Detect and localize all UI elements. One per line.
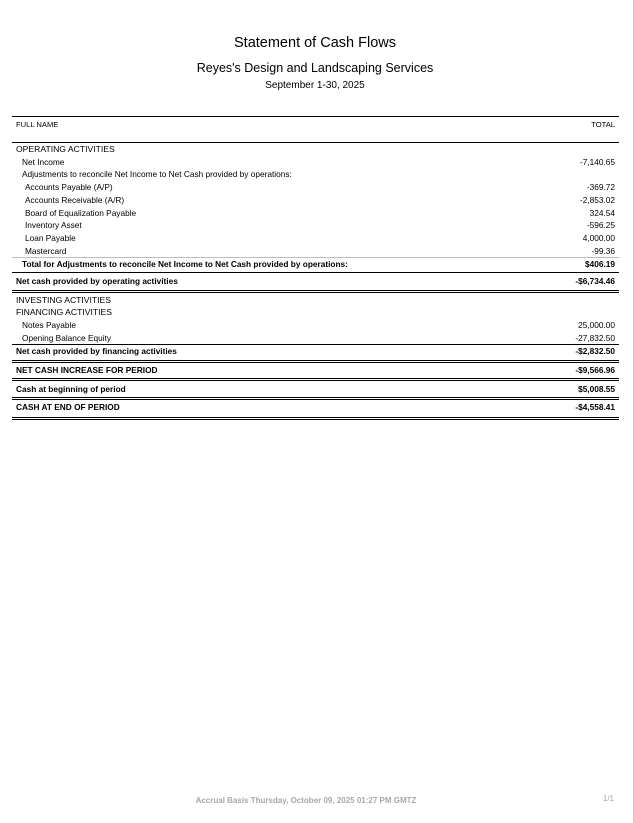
- beginning-cash-label: Cash at beginning of period: [16, 384, 126, 394]
- double-rule: [12, 290, 619, 293]
- financing-label: Opening Balance Equity: [22, 333, 112, 343]
- financing-heading: FINANCING ACTIVITIES: [16, 307, 112, 317]
- net-increase-label: NET CASH INCREASE FOR PERIOD: [16, 365, 158, 375]
- company-name: Reyes's Design and Landscaping Services: [196, 61, 434, 75]
- total-adjustments-label: Total for Adjustments to reconcile Net Income to Net Cash provided by operations:: [22, 259, 348, 269]
- adjustment-value[interactable]: -99.36: [591, 246, 615, 256]
- page-number: 1/1: [602, 794, 614, 803]
- operating-heading-row: [0, 143, 634, 155]
- double-rule: [12, 417, 619, 420]
- adjustment-value[interactable]: -596.25: [586, 220, 615, 230]
- adjustment-label: Inventory Asset: [25, 220, 82, 230]
- column-header-row: [0, 119, 634, 131]
- net-cash-operating-value[interactable]: -$6,734.46: [575, 276, 615, 286]
- report-footer: Accrual Basis Thursday, October 09, 2025 01:27 PM GMTZ: [195, 796, 417, 805]
- double-rule: [12, 360, 619, 363]
- financing-heading-row: [0, 306, 634, 318]
- net-income-value[interactable]: -7,140.65: [579, 157, 615, 167]
- adjustment-value[interactable]: -369.72: [586, 182, 615, 192]
- adjustment-label: Accounts Receivable (A/R): [25, 195, 125, 205]
- adjustment-label: Board of Equalization Payable: [25, 208, 137, 218]
- net-increase-row: [0, 364, 634, 376]
- net-income-row: [0, 156, 634, 168]
- adjustment-row: [0, 181, 634, 193]
- net-cash-financing-row: [0, 345, 634, 357]
- adjustment-value[interactable]: -2,853.02: [579, 195, 615, 205]
- operating-heading: OPERATING ACTIVITIES: [16, 144, 115, 154]
- adjustment-row: [0, 194, 634, 206]
- column-header-name[interactable]: FULL NAME: [16, 120, 59, 129]
- adjustment-label: Mastercard: [25, 246, 67, 256]
- end-cash-value[interactable]: -$4,558.41: [575, 402, 615, 412]
- beginning-cash-row: [0, 383, 634, 395]
- adjustment-label: Accounts Payable (A/P): [25, 182, 113, 192]
- net-cash-operating-label: Net cash provided by operating activities: [16, 276, 178, 286]
- net-income-label: Net Income: [22, 157, 65, 167]
- net-cash-financing-label: Net cash provided by financing activities: [16, 346, 177, 356]
- financing-value[interactable]: -27,832.50: [575, 333, 615, 343]
- net-increase-value[interactable]: -$9,566.96: [575, 365, 615, 375]
- net-cash-financing-value[interactable]: -$2,832.50: [575, 346, 615, 356]
- financing-label: Notes Payable: [22, 320, 76, 330]
- adjustment-value[interactable]: 324.54: [589, 208, 615, 218]
- adjustment-row: [0, 207, 634, 219]
- end-cash-label: CASH AT END OF PERIOD: [16, 402, 120, 412]
- section-rule: [12, 272, 619, 273]
- adjustment-row: [0, 219, 634, 231]
- column-header-total[interactable]: TOTAL: [591, 120, 615, 129]
- double-rule: [12, 378, 619, 381]
- financing-value[interactable]: 25,000.00: [578, 320, 615, 330]
- report-period: September 1-30, 2025: [265, 80, 365, 91]
- double-rule: [12, 397, 619, 400]
- total-adjustments-row: [0, 258, 634, 270]
- adjustment-label: Loan Payable: [25, 233, 76, 243]
- net-cash-operating-row: [0, 275, 634, 287]
- investing-heading-row: [0, 294, 634, 306]
- report-title: Statement of Cash Flows: [234, 35, 396, 51]
- financing-row: [0, 332, 634, 344]
- end-cash-row: [0, 401, 634, 413]
- adjustment-value[interactable]: 4,000.00: [582, 233, 615, 243]
- investing-heading: INVESTING ACTIVITIES: [16, 295, 112, 305]
- total-adjustments-value[interactable]: $406.19: [585, 259, 615, 269]
- beginning-cash-value[interactable]: $5,008.55: [578, 384, 615, 394]
- financing-row: [0, 319, 634, 331]
- header-top-rule: [12, 116, 619, 117]
- adjustments-heading-row: [0, 168, 634, 180]
- adjustment-row: [0, 245, 634, 257]
- adjustments-heading: Adjustments to reconcile Net Income to Net Cash provided by operations:: [22, 169, 292, 179]
- adjustment-row: [0, 232, 634, 244]
